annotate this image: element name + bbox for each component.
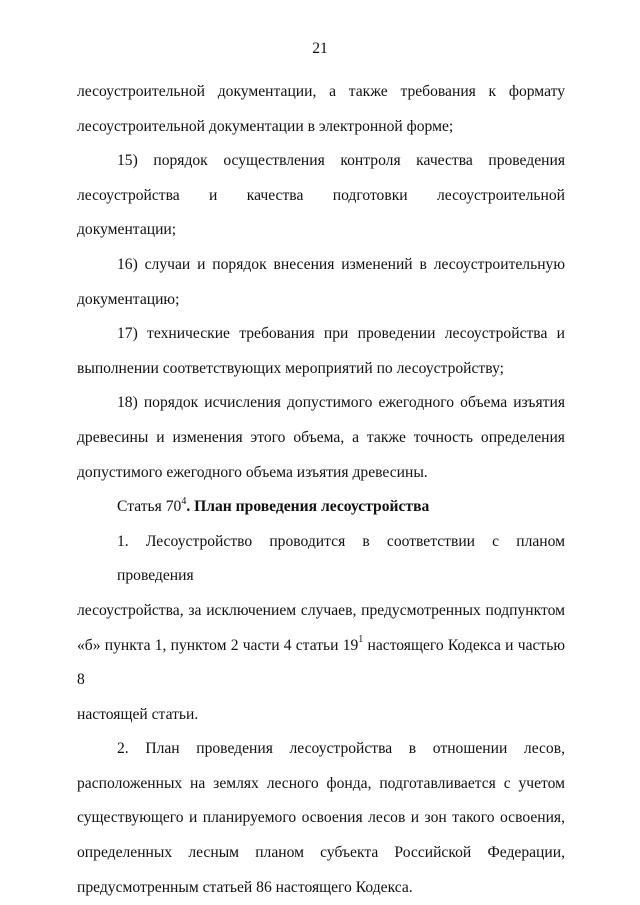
list-item-15	[77, 144, 565, 248]
text-fragment: настоящего Кодекса и частью 8	[77, 636, 566, 689]
article-superscript: 4	[181, 495, 187, 507]
text-line: расположенных на землях лесного фонда, подготавливается с учетом	[77, 774, 565, 792]
clause-1	[77, 525, 565, 733]
article-heading	[77, 490, 565, 525]
superscript: 1	[358, 634, 364, 646]
paragraph-continuation	[77, 75, 565, 144]
text-line: настоящей статьи.	[77, 705, 199, 723]
clause-2	[77, 732, 565, 905]
text-line: документацию;	[77, 290, 180, 308]
text-line: допустимого ежегодного объема изъятия древесины.	[77, 463, 428, 481]
text-line: выполнении соответствующих мероприятий по лесоустройству;	[77, 359, 504, 377]
text-line: предусмотренным статьей 86 настоящего Кодекса.	[77, 878, 413, 896]
text-line: 2. План проведения лесоустройства в отношении лесов,	[117, 740, 565, 758]
text-line: лесоустройства, за исключением случаев, предусмотренных подпунктом	[77, 601, 565, 619]
text-line: 1. Лесоустройство проводится в соответствии с планом проведения	[117, 532, 565, 585]
article-prefix: Статья 70	[117, 498, 182, 516]
text-fragment: «б» пункта 1, пунктом 2 части 4 статьи 19	[77, 636, 359, 654]
page-number: 21	[312, 40, 328, 57]
text-line: существующего и планируемого освоения лесов и зон такого освоения,	[77, 809, 565, 827]
list-item-17	[77, 317, 565, 386]
text-line: лесоустроительной документации, а также требования к формату	[77, 83, 565, 100]
text-line	[77, 629, 565, 698]
list-item-16	[77, 248, 565, 317]
text-line: 16) случаи и порядок внесения изменений в лесоустроительную	[117, 255, 565, 273]
text-line: 15) порядок осуществления контроля качества проведения	[117, 152, 565, 170]
text-line: древесины и изменения этого объема, а также точность определения	[77, 428, 565, 446]
text-line: 17) технические требования при проведении лесоустройства и	[117, 325, 565, 343]
document-body	[77, 75, 565, 905]
text-line: 18) порядок исчисления допустимого ежегодного объема изъятия	[117, 394, 565, 412]
list-item-18	[77, 386, 565, 490]
text-line: лесоустройства и качества подготовки лесоустроительной документации;	[77, 186, 565, 239]
article-title: . План проведения лесоустройства	[186, 498, 430, 516]
text-line: лесоустроительной документации в электронной форме;	[77, 117, 454, 135]
text-line: определенных лесным планом субъекта Российской Федерации,	[77, 844, 565, 862]
